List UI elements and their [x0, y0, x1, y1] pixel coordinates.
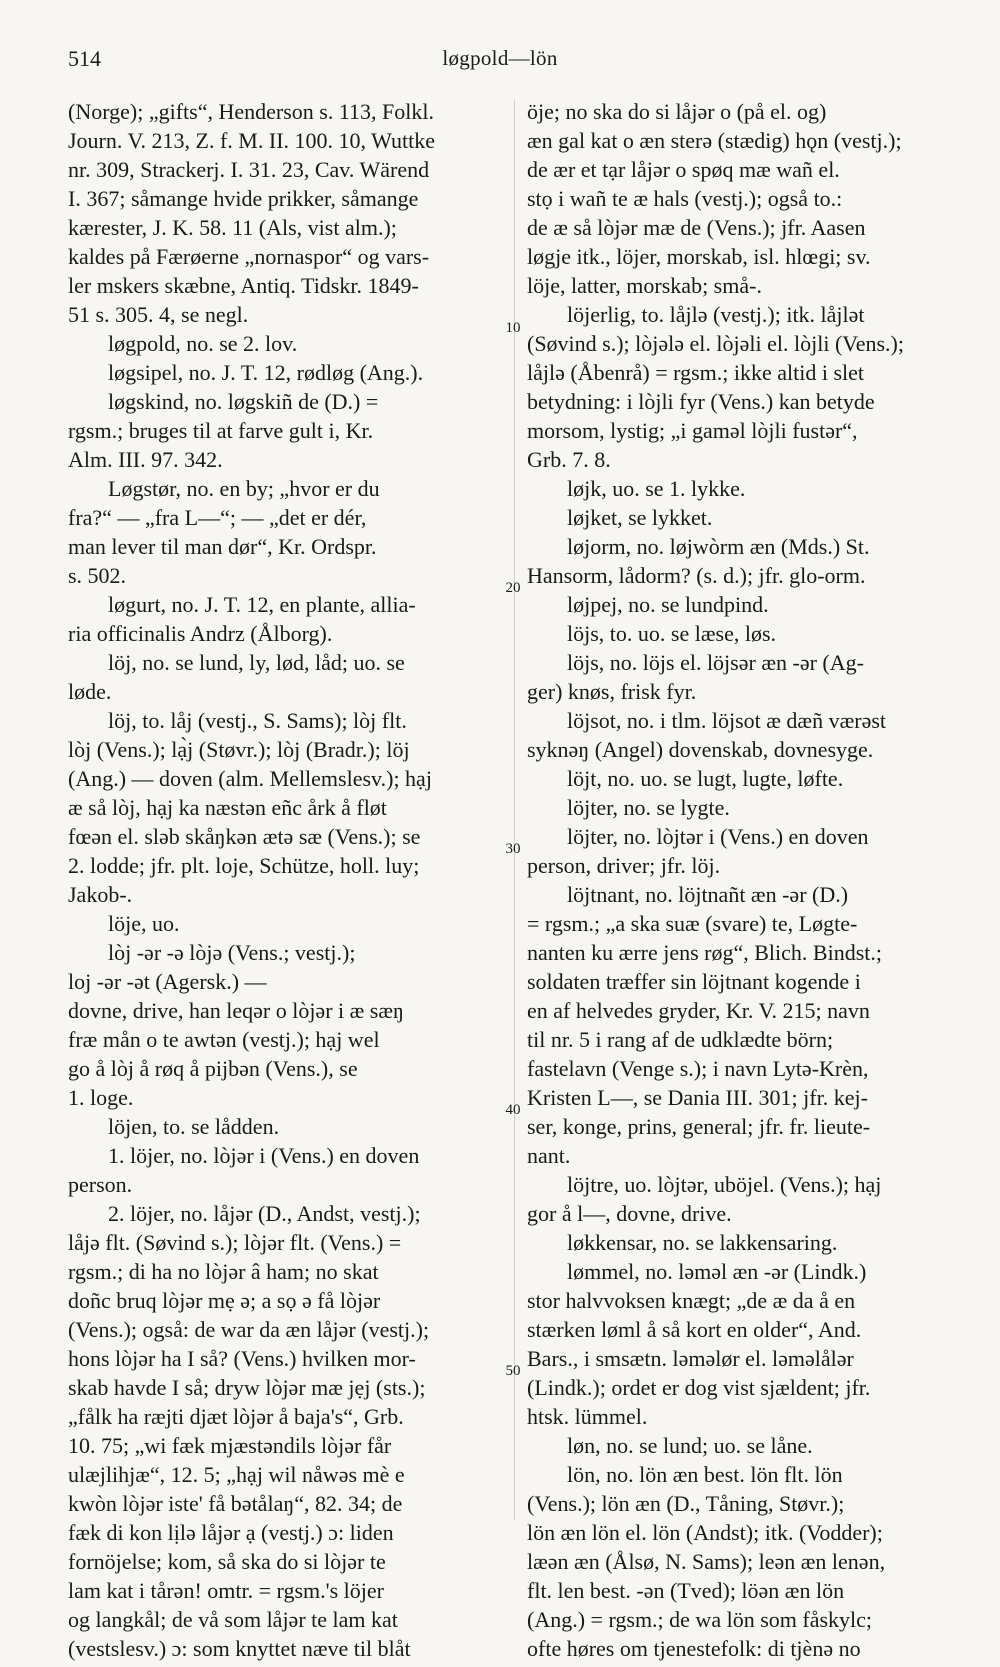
text-line: betydning: i lòjli fyr (Vens.) kan betyde [527, 389, 875, 414]
text-line: loj -ər -ət (Agersk.) — [68, 969, 267, 994]
text-line: 2. lodde; jfr. plt. loje, Schütze, holl. luy; [68, 853, 420, 878]
text-line: (vestslesv.) ɔ: som knyttet næve til blåt [68, 1636, 411, 1661]
text-line: löjs, no. löjs el. löjsər æn -ər (Ag- [567, 650, 864, 675]
text-line: og langkål; de vå som låjər te lam kat [68, 1607, 398, 1632]
text-line: löj, to. låj (vestj., S. Sams); lòj flt. [108, 708, 407, 733]
text-line: htsk. lümmel. [527, 1404, 648, 1429]
text-line: I. 367; såmange hvide prikker, såmange [68, 186, 419, 211]
text-line: (Søvind s.); lòjələ el. lòjəli el. lòjli (Vens.); [527, 331, 904, 356]
left-column [68, 97, 505, 1663]
column-divider [514, 100, 515, 1520]
margin-line-number: 40 [505, 1102, 521, 1118]
text-line: löjtnant, no. löjtnañt æn -ər (D.) [567, 882, 849, 907]
text-line: stọ i wañ te æ hals (vestj.); også to.: [527, 186, 843, 211]
page-number: 514 [68, 46, 101, 71]
text-line: stor halvvoksen knægt; „de æ da å en [527, 1288, 856, 1313]
text-line: nant. [527, 1143, 571, 1168]
text-line: person. [68, 1172, 133, 1197]
text-line: løde. [68, 679, 112, 704]
text-line: rgsm.; bruges til at farve gult i, Kr. [68, 418, 374, 443]
margin-line-number: 20 [505, 580, 521, 596]
text-line: person, driver; jfr. löj. [527, 853, 721, 878]
text-line: hons lòjər ha I så? (Vens.) hvilken mor- [68, 1346, 416, 1371]
text-line: löjtre, uo. lòjtər, uböjel. (Vens.); hạj [567, 1172, 882, 1197]
text-line: löjsot, no. i tlm. löjsot æ dæñ værəst [567, 708, 887, 733]
text-line: skab havde I så; dryw lòjər mæ jẹj (sts.); [68, 1375, 426, 1400]
text-line: 10. 75; „wi fæk mjæstəndils lòjər får [68, 1433, 392, 1458]
text-line: 1. löjer, no. lòjər i (Vens.) en doven [108, 1143, 420, 1168]
text-line: løjpej, no. se lundpind. [567, 592, 769, 617]
text-line: fra?“ — „fra L—“; — „det er dér, [68, 505, 367, 530]
text-line: Alm. III. 97. 342. [68, 447, 223, 472]
text-line: ser, konge, prins, general; jfr. fr. lieute- [527, 1114, 871, 1139]
text-line: ulæjlihjæ“, 12. 5; „hạj wil nåwəs mè e [68, 1462, 405, 1487]
text-line: gor å l—, dovne, drive. [527, 1201, 732, 1226]
text-line: s. 502. [68, 563, 127, 588]
text-line: løgskind, no. løgskiñ de (D.) = [108, 389, 379, 414]
text-line: kaldes på Færøerne „nornaspor“ og vars- [68, 244, 430, 269]
text-line: löj, no. se lund, ly, lød, låd; uo. se [108, 650, 405, 675]
text-line: Journ. V. 213, Z. f. M. II. 100. 10, Wuttke [68, 128, 435, 153]
text-line: løjorm, no. løjwòrm æn (Mds.) St. [567, 534, 870, 559]
text-line: fornöjelse; kom, så ska do si lòjər te [68, 1549, 386, 1574]
text-line: lòj -ər -ə lòjə (Vens.; vestj.); [108, 940, 356, 965]
margin-line-number: 50 [505, 1363, 521, 1379]
text-line: löjter, no. lòjtər i (Vens.) en doven [567, 824, 869, 849]
text-line: soldaten træffer sin löjtnant kogende i [527, 969, 861, 994]
text-line: (Ang.) = rgsm.; de wa lön som fåskylc; [527, 1607, 873, 1632]
text-line: fœən el. sləb skåŋkən ætə sæ (Vens.); se [68, 824, 421, 849]
text-line: ofte høres om tjenestefolk: di tjènə no [527, 1636, 861, 1661]
text-line: løjk, uo. se 1. lykke. [567, 476, 746, 501]
text-line: öje; no ska do si låjər o (på el. og) [527, 99, 827, 124]
text-line: Kristen L—, se Dania III. 301; jfr. kej- [527, 1085, 868, 1110]
text-line: (Ang.) — doven (alm. Mellemslesv.); hạj [68, 766, 432, 791]
right-column [527, 97, 955, 1663]
text-line: löje, uo. [108, 911, 180, 936]
text-line: Jakob-. [68, 882, 133, 907]
text-line: (Vens.); lön æn (D., Tåning, Støvr.); [527, 1491, 845, 1516]
text-line: „fålk ha ræjti djæt lòjər å baja's“, Grb. [68, 1404, 404, 1429]
text-line: nr. 309, Strackerj. I. 31. 23, Cav. Wärend [68, 157, 430, 182]
text-line: fræ mån o te awtən (vestj.); hạj wel [68, 1027, 380, 1052]
text-line: til nr. 5 i rang af de udklædte börn; [527, 1027, 834, 1052]
margin-line-number: 30 [505, 841, 521, 857]
text-line: en af helvedes gryder, Kr. V. 215; navn [527, 998, 870, 1023]
text-line: man lever til man dør“, Kr. Ordspr. [68, 534, 377, 559]
text-line: løgpold, no. se 2. lov. [108, 331, 298, 356]
text-line: löjs, to. uo. se læse, løs. [567, 621, 777, 646]
text-line: doñc bruq lòjər mẹ ə; a sọ ə få lòjər [68, 1288, 381, 1313]
text-line: morsom, lystig; „i gaməl lòjli fustər“, [527, 418, 858, 443]
text-line: flt. len best. -ən (Tved); löən æn lön [527, 1578, 845, 1603]
text-line: låjə flt. (Søvind s.); lòjər flt. (Vens.) = [68, 1230, 402, 1255]
text-line: 1. loge. [68, 1085, 134, 1110]
text-line: Hansorm, lådorm? (s. d.); jfr. glo-orm. [527, 563, 866, 588]
text-line: kwòn lòjər iste' få bətålaŋ“, 82. 34; de [68, 1491, 403, 1516]
text-line: æ så lòj, hạj ka næstən eñc årk å fløt [68, 795, 387, 820]
text-line: löjter, no. se lygte. [567, 795, 730, 820]
text-line: löje, latter, morskab; små-. [527, 273, 762, 298]
text-line: dovne, drive, han leqər o lòjər i æ sæŋ [68, 998, 404, 1023]
text-line: 2. löjer, no. låjər (D., Andst, vestj.); [108, 1201, 421, 1226]
text-line: lön æn lön el. lön (Andst); itk. (Vodder); [527, 1520, 883, 1545]
text-line: löjerlig, to. låjlə (vestj.); itk. låjlət [567, 302, 865, 327]
text-line: ger) knøs, frisk fyr. [527, 679, 697, 704]
text-line: æn gal kat o æn sterə (stædig) hǫn (vestj.); [527, 128, 902, 153]
text-line: løgsipel, no. J. T. 12, rødløg (Ang.). [108, 360, 424, 385]
text-line: de æ så lòjər mæ de (Vens.); jfr. Aasen [527, 215, 866, 240]
text-line: lön, no. lön æn best. lön flt. lön [567, 1462, 843, 1487]
text-line: låjlə (Åbenrå) = rgsm.; ikke altid i slet [527, 360, 865, 385]
text-line: (Norge); „gifts“, Henderson s. 113, Folkl. [68, 99, 434, 124]
text-line: ria officinalis Andrz (Ålborg). [68, 621, 333, 646]
text-line: rgsm.; di ha no lòjər â ham; no skat [68, 1259, 379, 1284]
text-line: löjt, no. uo. se lugt, lugte, løfte. [567, 766, 844, 791]
text-line: löjen, to. se lådden. [108, 1114, 280, 1139]
text-line: (Vens.); også: de war da æn låjər (vestj.); [68, 1317, 430, 1342]
text-line: = rgsm.; „a ska suæ (svare) te, Løgte- [527, 911, 858, 936]
text-line: (Lindk.); ordet er dog vist sjældent; jfr. [527, 1375, 871, 1400]
text-line: løkkensar, no. se lakkensaring. [567, 1230, 838, 1255]
text-line: Bars., i smsætn. ləməlør el. ləməlålər [527, 1346, 854, 1371]
running-head: løgpold—lön [442, 46, 558, 70]
text-line: fastelavn (Venge s.); i navn Lytə-Krèn, [527, 1056, 869, 1081]
text-line: Grb. 7. 8. [527, 447, 611, 472]
text-line: fæk di kon lịlə låjər ạ (vestj.) ɔ: liden [68, 1520, 394, 1545]
text-line: go å lòj å røq å pijbən (Vens.), se [68, 1056, 358, 1081]
text-line: de ær et tạr låjər o spøq mæ wañ el. [527, 157, 840, 182]
text-line: løgurt, no. J. T. 12, en plante, allia- [108, 592, 416, 617]
text-line: læən æn (Ålsø, N. Sams); leən æn lenən, [527, 1549, 886, 1574]
text-line: stærken løml å så kort en older“, And. [527, 1317, 862, 1342]
text-line: løjket, se lykket. [567, 505, 713, 530]
text-line: løn, no. se lund; uo. se låne. [567, 1433, 813, 1458]
text-line: Løgstør, no. en by; „hvor er du [108, 476, 380, 501]
text-line: kærester, J. K. 58. 11 (Als, vist alm.); [68, 215, 397, 240]
text-line: lòj (Vens.); lạ̀j (Støvr.); lòj (Bradr.); löj [68, 737, 410, 762]
text-line: 51 s. 305. 4, se negl. [68, 302, 249, 327]
text-line: lam kat i tårən! omtr. = rgsm.'s löjer [68, 1578, 384, 1603]
text-line: nanten ku ærre jens røg“, Blich. Bindst.; [527, 940, 882, 965]
text-line: ler mskers skæbne, Antiq. Tidskr. 1849- [68, 273, 419, 298]
text-line: løgje itk., löjer, morskab, isl. hlœgi; sv. [527, 244, 871, 269]
margin-line-number: 10 [505, 320, 521, 336]
text-line: lømmel, no. ləməl æn -ər (Lindk.) [567, 1259, 867, 1284]
text-line: syknəŋ (Angel) dovenskab, dovnesyge. [527, 737, 874, 762]
